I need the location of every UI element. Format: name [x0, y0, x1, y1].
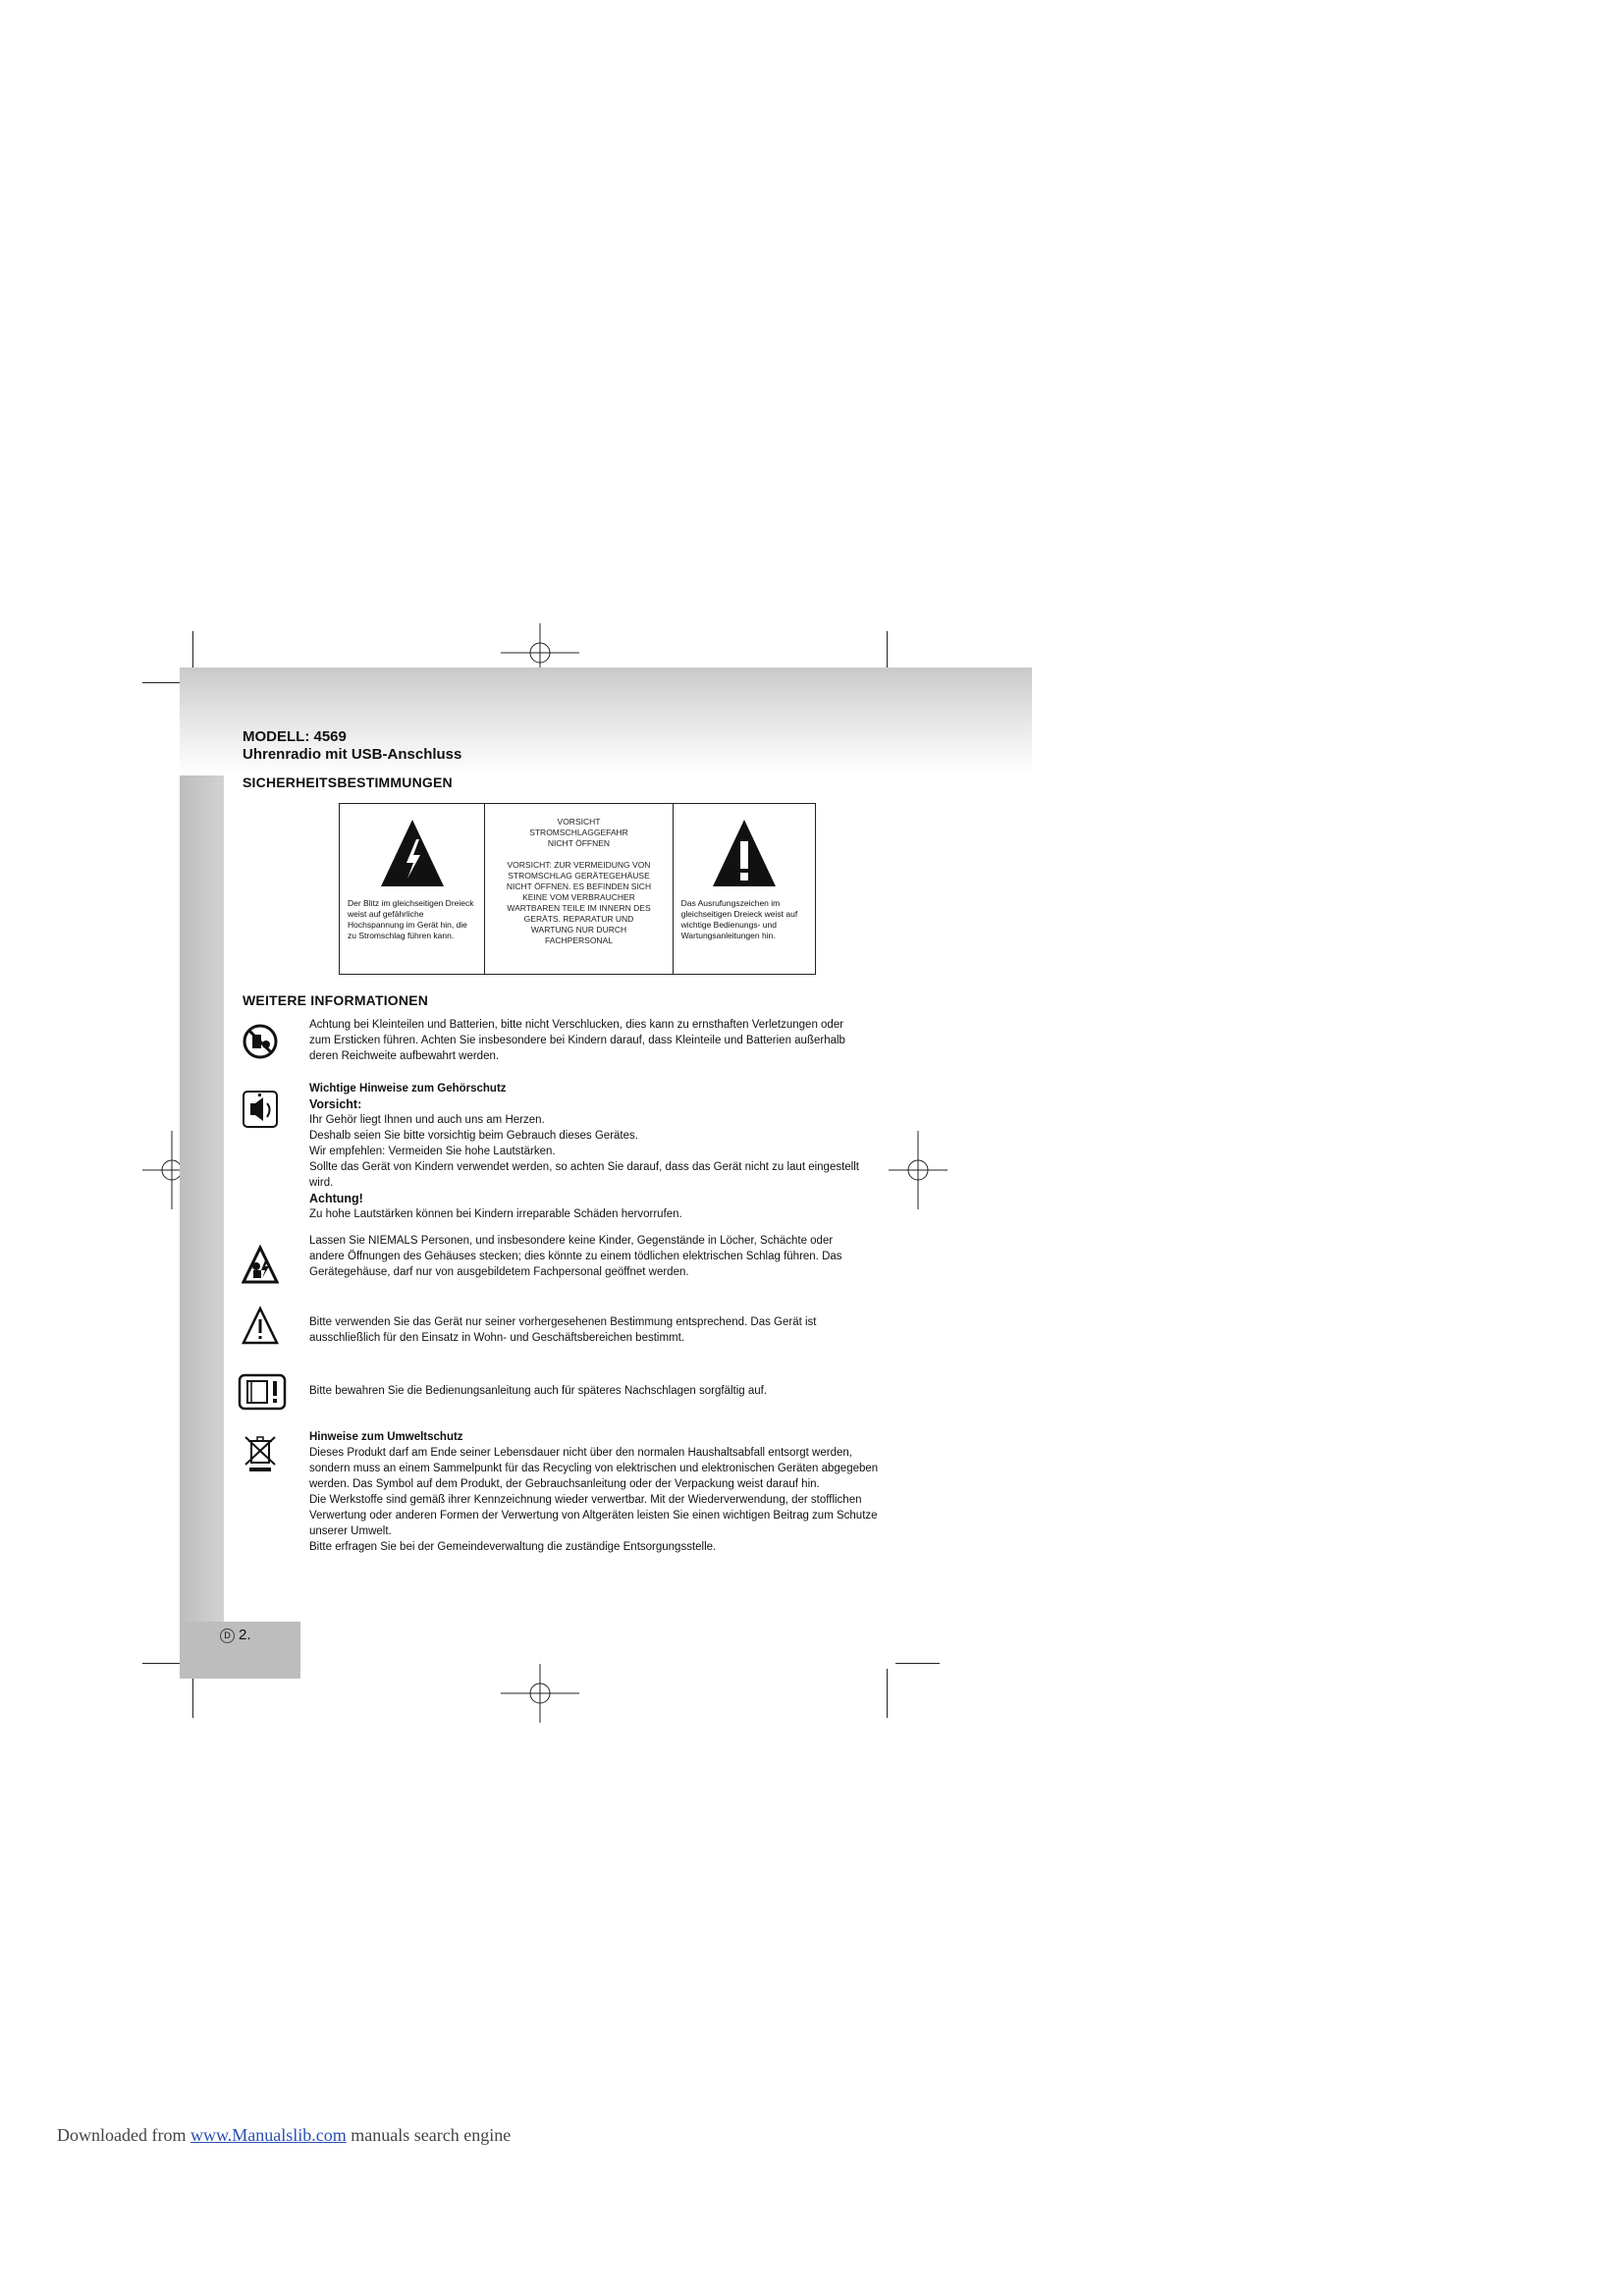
- caution-line: GERÄTS. REPARATUR UND: [523, 914, 634, 924]
- keep-manual: Bitte bewahren Sie die Bedienungsanleitung auch für späteres Nachschlagen sorgfältig auf.: [309, 1385, 768, 1397]
- product-name: Uhrenradio mit USB-Anschluss: [243, 746, 462, 763]
- caution-line: FACHPERSONAL: [545, 935, 613, 945]
- info-heading: WEITERE INFORMATIONEN: [243, 992, 429, 1008]
- manualslib-link[interactable]: www.Manualslib.com: [189, 2125, 347, 2145]
- model-header: [243, 728, 461, 764]
- electric-shock-child-icon: [242, 1245, 279, 1286]
- openings-warning: Lassen Sie NIEMALS Personen, und insbesondere keine Kinder, Gegenstände in Löcher, Schächte oder andere Öffnungen des Gehäuses stecken; dies könnte zu einem tödlichen elektrischen Schlag führen. Das Gerätegehäuse, darf nur von ausgebildetem Fachpersonal geöffnet werden.: [309, 1235, 842, 1278]
- footer-prefix: Downloaded from: [57, 2125, 187, 2145]
- environment-title: Hinweise zum Umweltschutz: [309, 1431, 463, 1443]
- intended-use: Bitte verwenden Sie das Gerät nur seiner vorhergesehenen Bestimmung entsprechend. Das Gerät ist ausschließlich für den Einsatz in Wohn- und Geschäftsbereichen bestimmt.: [309, 1316, 817, 1344]
- footer-suffix: manuals search engine: [351, 2125, 512, 2145]
- hearing-attention: Achtung!: [309, 1192, 363, 1205]
- warning-cell-lightning: [340, 804, 485, 974]
- hearing-line: Zu hohe Lautstärken können bei Kindern irreparable Schäden hervorrufen.: [309, 1208, 682, 1220]
- caution-line: VORSICHT: ZUR VERMEIDUNG VON: [507, 860, 651, 870]
- hearing-title: Wichtige Hinweise zum Gehörschutz: [309, 1083, 507, 1095]
- caution-line: KEINE VOM VERBRAUCHER: [522, 892, 635, 902]
- model-number: MODELL: 4569: [243, 728, 347, 745]
- warning-cell-exclamation: [674, 804, 815, 974]
- hearing-line: Sollte das Gerät von Kindern verwendet werden, so achten Sie darauf, dass das Gerät nicht zu laut eingestellt wird.: [309, 1161, 859, 1189]
- manual-book-icon: [238, 1371, 287, 1413]
- caution-line: NICHT ÖFFNEN. ES BEFINDEN SICH: [506, 881, 652, 891]
- environment-paragraph: Dieses Produkt darf am Ende seiner Lebensdauer nicht über den normalen Haushaltsabfall entsorgt werden, sondern muss an einem Sammelpunkt für das Recycling von elektrischen und elektronischen Geräten abgegeben werden. Das Symbol auf dem Produkt, der Gebrauchsanleitung oder der Verpackung weist darauf hin.: [309, 1447, 879, 1490]
- safety-warning-table: [339, 803, 816, 975]
- crop-mark: [887, 1669, 888, 1718]
- crop-mark: [895, 1663, 940, 1664]
- exclamation-triangle-icon: [711, 818, 778, 888]
- caution-triangle-icon: [242, 1306, 279, 1347]
- safety-heading: SICHERHEITSBESTIMMUNGEN: [243, 774, 453, 790]
- language-mark: D: [220, 1629, 235, 1643]
- warning-cell-text: [485, 804, 673, 974]
- lightning-description: Der Blitz im gleichseitigen Dreieck weist auf gefährliche Hochspannung im Gerät hin, die zu Stromschlag führen kann.: [348, 898, 474, 940]
- environment-paragraph: Bitte erfragen Sie bei der Gemeindeverwaltung die zuständige Entsorgungsstelle.: [309, 1541, 717, 1553]
- caution-line: STROMSCHLAGGEFAHR: [529, 828, 628, 837]
- caution-line: WARTUNG NUR DURCH: [530, 925, 627, 934]
- no-small-parts-icon: [242, 1021, 279, 1062]
- download-footer: [57, 2125, 511, 2146]
- weee-bin-icon: [242, 1433, 279, 1474]
- hearing-protection: [309, 1081, 879, 1222]
- exclamation-description: Das Ausrufungszeichen im gleichseitigen Dreieck weist auf wichtige Bedienungs- und Wartungsanleitungen hin.: [680, 898, 798, 940]
- registration-mark-right: [879, 1131, 957, 1209]
- hearing-warning-icon: [242, 1090, 279, 1131]
- caution-line: NICHT ÖFFNEN: [547, 838, 611, 848]
- page-number: D 2.: [220, 1627, 251, 1643]
- caution-line: VORSICHT: [557, 817, 601, 827]
- hearing-line: Ihr Gehör liegt Ihnen und auch uns am Herzen.: [309, 1114, 545, 1126]
- small-parts-warning: Achtung bei Kleinteilen und Batterien, bitte nicht Verschlucken, dies kann zu ernsthaften Verletzungen oder zum Ersticken führen. Achten Sie insbesondere bei Kindern darauf, dass Kleinteile und Batterien außerhalb deren Reichweite aufbewahrt werden.: [309, 1019, 845, 1062]
- environment-info: [309, 1429, 884, 1555]
- hearing-caution: Vorsicht:: [309, 1097, 362, 1111]
- lightning-triangle-icon: [379, 818, 446, 888]
- caution-line: STROMSCHLAG GERÄTEGEHÄUSE: [508, 871, 650, 881]
- hearing-line: Deshalb seien Sie bitte vorsichtig beim Gebrauch dieses Gerätes.: [309, 1130, 638, 1142]
- environment-paragraph: Die Werkstoffe sind gemäß ihrer Kennzeichnung wieder verwertbar. Mit der Wiederverwendung, der stofflichen Verwertung oder anderen Formen der Verwertung von Altgeräten leisten Sie einen wichtigen Beitrag zum Schutze unserer Umwelt.: [309, 1494, 878, 1537]
- hearing-line: Wir empfehlen: Vermeiden Sie hohe Lautstärken.: [309, 1146, 556, 1157]
- registration-mark-bottom: [501, 1654, 579, 1733]
- side-band: [180, 775, 224, 1679]
- caution-line: WARTBAREN TEILE IM INNERN DES: [507, 903, 651, 913]
